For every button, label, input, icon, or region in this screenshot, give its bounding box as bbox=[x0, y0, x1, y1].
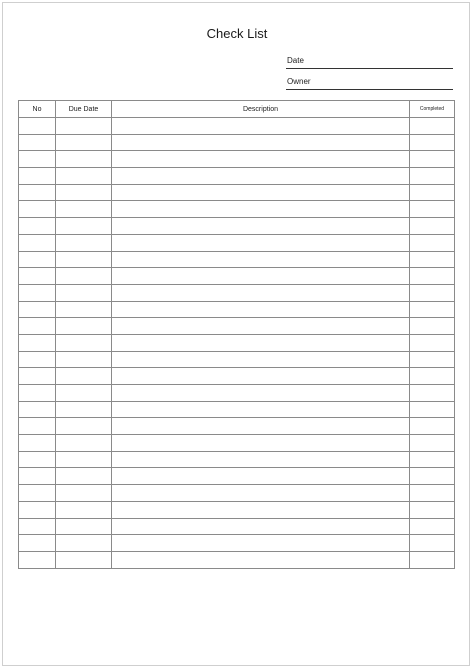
cell-no[interactable] bbox=[19, 535, 56, 552]
cell-no[interactable] bbox=[19, 268, 56, 285]
table-row bbox=[19, 318, 455, 335]
page-title: Check List bbox=[206, 26, 268, 41]
table-row bbox=[19, 485, 455, 502]
cell-description[interactable] bbox=[112, 184, 410, 201]
table-row bbox=[19, 401, 455, 418]
cell-completed[interactable] bbox=[410, 134, 455, 151]
cell-description[interactable] bbox=[112, 501, 410, 518]
cell-completed[interactable] bbox=[410, 284, 455, 301]
cell-completed[interactable] bbox=[410, 435, 455, 452]
cell-due-date[interactable] bbox=[56, 435, 112, 452]
cell-description[interactable] bbox=[112, 251, 410, 268]
cell-no[interactable] bbox=[19, 401, 56, 418]
cell-no[interactable] bbox=[19, 218, 56, 235]
cell-completed[interactable] bbox=[410, 234, 455, 251]
table-row bbox=[19, 184, 455, 201]
cell-due-date[interactable] bbox=[56, 118, 112, 135]
cell-no[interactable] bbox=[19, 501, 56, 518]
table-row bbox=[19, 201, 455, 218]
date-field bbox=[286, 56, 453, 69]
cell-completed[interactable] bbox=[410, 168, 455, 185]
cell-due-date[interactable] bbox=[56, 334, 112, 351]
table-row bbox=[19, 535, 455, 552]
table-row bbox=[19, 168, 455, 185]
date-label: Date bbox=[287, 56, 304, 65]
cell-no[interactable] bbox=[19, 351, 56, 368]
owner-label: Owner bbox=[287, 77, 311, 86]
table-row bbox=[19, 334, 455, 351]
column-header-due-date: Due Date bbox=[56, 101, 112, 118]
cell-completed[interactable] bbox=[410, 451, 455, 468]
table-row bbox=[19, 134, 455, 151]
table-row bbox=[19, 268, 455, 285]
cell-completed[interactable] bbox=[410, 551, 455, 568]
cell-due-date[interactable] bbox=[56, 284, 112, 301]
table-row bbox=[19, 151, 455, 168]
cell-no[interactable] bbox=[19, 551, 56, 568]
cell-due-date[interactable] bbox=[56, 518, 112, 535]
cell-completed[interactable] bbox=[410, 501, 455, 518]
table-row bbox=[19, 451, 455, 468]
cell-description[interactable] bbox=[112, 351, 410, 368]
cell-description[interactable] bbox=[112, 535, 410, 552]
checklist-table bbox=[18, 100, 455, 569]
cell-completed[interactable] bbox=[410, 401, 455, 418]
cell-description[interactable] bbox=[112, 168, 410, 185]
table-row bbox=[19, 251, 455, 268]
cell-completed[interactable] bbox=[410, 151, 455, 168]
cell-no[interactable] bbox=[19, 301, 56, 318]
cell-description[interactable] bbox=[112, 435, 410, 452]
column-header-completed: Completed bbox=[410, 101, 455, 118]
table-row bbox=[19, 435, 455, 452]
cell-due-date[interactable] bbox=[56, 134, 112, 151]
cell-due-date[interactable] bbox=[56, 368, 112, 385]
cell-completed[interactable] bbox=[410, 485, 455, 502]
cell-due-date[interactable] bbox=[56, 268, 112, 285]
cell-description[interactable] bbox=[112, 218, 410, 235]
cell-no[interactable] bbox=[19, 201, 56, 218]
cell-description[interactable] bbox=[112, 551, 410, 568]
table-row bbox=[19, 234, 455, 251]
cell-no[interactable] bbox=[19, 184, 56, 201]
owner-field bbox=[286, 77, 453, 90]
cell-completed[interactable] bbox=[410, 318, 455, 335]
cell-due-date[interactable] bbox=[56, 318, 112, 335]
cell-completed[interactable] bbox=[410, 368, 455, 385]
cell-due-date[interactable] bbox=[56, 218, 112, 235]
cell-description[interactable] bbox=[112, 301, 410, 318]
cell-due-date[interactable] bbox=[56, 501, 112, 518]
cell-due-date[interactable] bbox=[56, 234, 112, 251]
cell-no[interactable] bbox=[19, 334, 56, 351]
cell-completed[interactable] bbox=[410, 251, 455, 268]
cell-no[interactable] bbox=[19, 435, 56, 452]
cell-due-date[interactable] bbox=[56, 168, 112, 185]
cell-description[interactable] bbox=[112, 318, 410, 335]
table-row bbox=[19, 301, 455, 318]
cell-due-date[interactable] bbox=[56, 201, 112, 218]
cell-no[interactable] bbox=[19, 284, 56, 301]
cell-due-date[interactable] bbox=[56, 251, 112, 268]
cell-description[interactable] bbox=[112, 134, 410, 151]
table-row bbox=[19, 368, 455, 385]
table-row bbox=[19, 284, 455, 301]
cell-no[interactable] bbox=[19, 318, 56, 335]
cell-no[interactable] bbox=[19, 418, 56, 435]
cell-no[interactable] bbox=[19, 118, 56, 135]
cell-description[interactable] bbox=[112, 118, 410, 135]
column-header-description: Description bbox=[112, 101, 410, 118]
cell-completed[interactable] bbox=[410, 518, 455, 535]
cell-completed[interactable] bbox=[410, 184, 455, 201]
cell-completed[interactable] bbox=[410, 385, 455, 402]
cell-description[interactable] bbox=[112, 334, 410, 351]
cell-completed[interactable] bbox=[410, 268, 455, 285]
cell-no[interactable] bbox=[19, 134, 56, 151]
cell-due-date[interactable] bbox=[56, 184, 112, 201]
cell-due-date[interactable] bbox=[56, 418, 112, 435]
table-row bbox=[19, 218, 455, 235]
cell-completed[interactable] bbox=[410, 535, 455, 552]
cell-description[interactable] bbox=[112, 268, 410, 285]
cell-due-date[interactable] bbox=[56, 468, 112, 485]
table-row bbox=[19, 468, 455, 485]
cell-description[interactable] bbox=[112, 234, 410, 251]
cell-no[interactable] bbox=[19, 368, 56, 385]
table-row bbox=[19, 418, 455, 435]
cell-due-date[interactable] bbox=[56, 451, 112, 468]
cell-no[interactable] bbox=[19, 168, 56, 185]
cell-due-date[interactable] bbox=[56, 401, 112, 418]
table-row bbox=[19, 351, 455, 368]
cell-due-date[interactable] bbox=[56, 485, 112, 502]
cell-due-date[interactable] bbox=[56, 351, 112, 368]
cell-due-date[interactable] bbox=[56, 551, 112, 568]
cell-description[interactable] bbox=[112, 401, 410, 418]
cell-due-date[interactable] bbox=[56, 535, 112, 552]
cell-no[interactable] bbox=[19, 151, 56, 168]
cell-description[interactable] bbox=[112, 518, 410, 535]
cell-no[interactable] bbox=[19, 518, 56, 535]
cell-completed[interactable] bbox=[410, 418, 455, 435]
cell-description[interactable] bbox=[112, 368, 410, 385]
checklist-body bbox=[19, 118, 455, 569]
column-header-no: No bbox=[19, 101, 56, 118]
cell-completed[interactable] bbox=[410, 201, 455, 218]
cell-description[interactable] bbox=[112, 385, 410, 402]
cell-no[interactable] bbox=[19, 385, 56, 402]
cell-completed[interactable] bbox=[410, 468, 455, 485]
cell-completed[interactable] bbox=[410, 351, 455, 368]
cell-completed[interactable] bbox=[410, 218, 455, 235]
cell-no[interactable] bbox=[19, 451, 56, 468]
cell-no[interactable] bbox=[19, 485, 56, 502]
table-row bbox=[19, 518, 455, 535]
table-row bbox=[19, 551, 455, 568]
cell-no[interactable] bbox=[19, 251, 56, 268]
cell-description[interactable] bbox=[112, 418, 410, 435]
header-row bbox=[19, 101, 455, 118]
table-row bbox=[19, 385, 455, 402]
cell-due-date[interactable] bbox=[56, 385, 112, 402]
cell-description[interactable] bbox=[112, 468, 410, 485]
cell-due-date[interactable] bbox=[56, 151, 112, 168]
cell-no[interactable] bbox=[19, 234, 56, 251]
table-row bbox=[19, 118, 455, 135]
cell-completed[interactable] bbox=[410, 334, 455, 351]
cell-description[interactable] bbox=[112, 151, 410, 168]
cell-description[interactable] bbox=[112, 201, 410, 218]
cell-due-date[interactable] bbox=[56, 301, 112, 318]
cell-completed[interactable] bbox=[410, 118, 455, 135]
table-row bbox=[19, 501, 455, 518]
cell-description[interactable] bbox=[112, 451, 410, 468]
cell-no[interactable] bbox=[19, 468, 56, 485]
cell-completed[interactable] bbox=[410, 301, 455, 318]
cell-description[interactable] bbox=[112, 284, 410, 301]
cell-description[interactable] bbox=[112, 485, 410, 502]
